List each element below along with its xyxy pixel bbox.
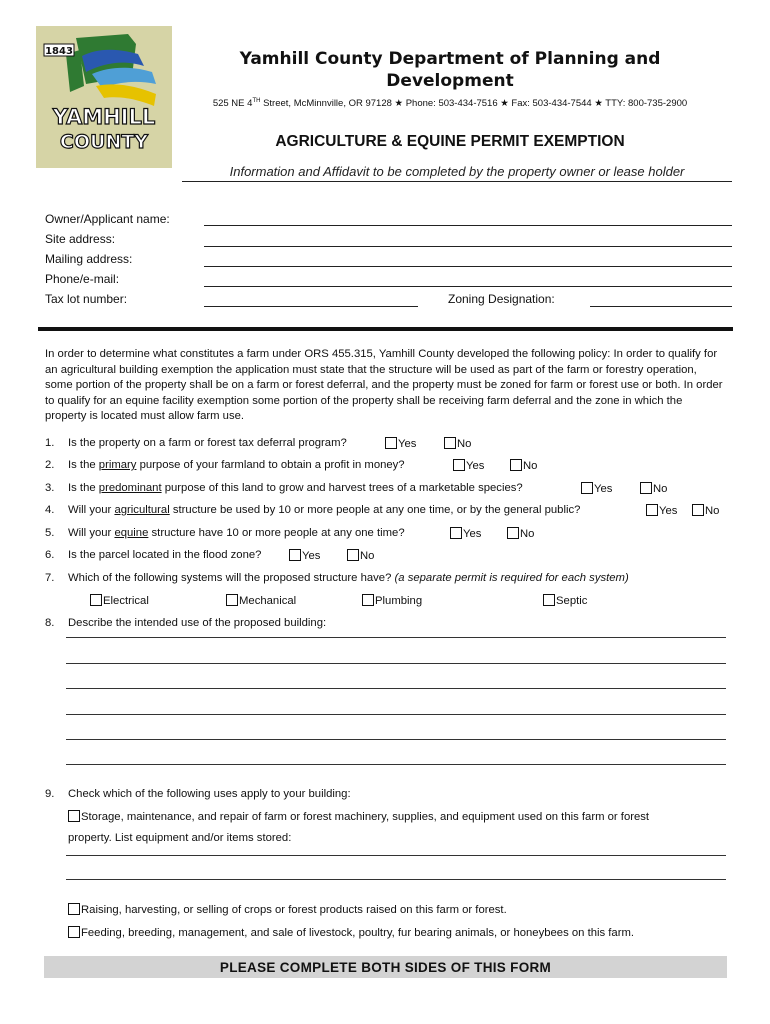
question-5-underlined: equine [114,527,149,539]
question-6-text: Is the parcel located in the flood zone? [68,549,262,561]
mailing-address-label: Mailing address: [45,252,133,266]
q3-yes-label: Yes [594,483,613,495]
phone-email-label: Phone/e-mail: [45,272,120,286]
q1-no-checkbox[interactable] [444,437,456,449]
question-7-text: Which of the following systems will the proposed structure have? [68,572,392,584]
q5-yes-option[interactable] [450,527,481,540]
intended-use-line-5[interactable] [66,739,726,740]
question-7-number: 7. [45,572,55,584]
question-1-text: Is the property on a farm or forest tax deferral program? [68,437,347,449]
question-6 [45,549,261,561]
plumbing-checkbox[interactable] [362,594,374,606]
question-2-text-post: purpose of your farmland to obtain a profit in money? [136,459,405,471]
raising-label: Raising, harvesting, or selling of crops or forest products raised on this farm or forest. [81,904,507,916]
q1-no-option[interactable] [444,437,471,450]
site-address-field[interactable] [204,246,732,247]
question-3-number: 3. [45,482,55,494]
question-9-number: 9. [45,788,55,800]
q3-no-checkbox[interactable] [640,482,652,494]
department-title [190,48,710,92]
question-2 [45,459,405,471]
system-mechanical-option[interactable] [226,594,296,607]
form-subtitle: Information and Affidavit to be completed by the property owner or lease holder [182,164,732,182]
intended-use-line-3[interactable] [66,688,726,689]
county-seal-graphic [36,26,172,168]
feeding-checkbox[interactable] [68,926,80,938]
q2-no-checkbox[interactable] [510,459,522,471]
use-raising-option[interactable] [68,903,507,916]
tax-lot-field[interactable] [204,306,418,307]
address-sup: TH [252,98,261,104]
q3-no-label: No [653,483,668,495]
question-1-number: 1. [45,437,55,449]
question-4 [45,504,580,516]
intended-use-line-2[interactable] [66,663,726,664]
phone-email-field[interactable] [204,286,732,287]
q6-yes-option[interactable] [289,549,320,562]
q2-yes-label: Yes [466,460,485,472]
question-2-underlined: primary [98,459,137,471]
raising-checkbox[interactable] [68,903,80,915]
q6-yes-label: Yes [302,550,321,562]
septic-label: Septic [556,595,588,607]
mechanical-checkbox[interactable] [226,594,238,606]
footer-banner: PLEASE COMPLETE BOTH SIDES OF THIS FORM [44,956,727,978]
q4-yes-label: Yes [659,505,678,517]
form-title: AGRICULTURE & EQUINE PERMIT EXEMPTION [275,133,625,150]
question-8 [45,617,326,629]
logo-year: 1843 [45,46,73,57]
equipment-line-1[interactable] [66,855,726,856]
system-electrical-option[interactable] [90,594,149,607]
logo-text-yamhill: YAMHILL [52,105,156,129]
q4-no-label: No [705,505,720,517]
q1-yes-checkbox[interactable] [385,437,397,449]
storage-label-line2: property. List equipment and/or items stored: [68,832,292,844]
owner-field[interactable] [204,225,732,226]
question-3-text-pre: Is the [68,482,99,494]
logo-text-county: COUNTY [59,131,149,153]
q6-no-option[interactable] [347,549,374,562]
q2-yes-checkbox[interactable] [453,459,465,471]
address-post: Street, McMinnville, OR 97128 ★ Phone: 503-434-7516 ★ Fax: 503-434-7544 ★ TTY: 800-735-2900 [260,98,688,110]
q4-yes-option[interactable] [646,504,677,517]
system-septic-option[interactable] [543,594,587,607]
question-3-text-post: purpose of this land to grow and harvest trees of a marketable species? [161,482,523,494]
question-9-text: Check which of the following uses apply to your building: [68,788,351,800]
mailing-address-field[interactable] [204,266,732,267]
policy-paragraph: In order to determine what constitutes a farm under ORS 455.315, Yamhill County developed the following policy: In order to qualify for an agricultural building exemption the application must state that the structure will be used as part of the farm or forestry operation, some portion of the property shall be on a farm or forest deferral, and the property must be zoned for farm or forest use or both. In order to qualify for an equine facility exemption some portion of the property shall be receiving farm deferral and the zone in which the property is located must allow farm use. [45,348,723,423]
question-3-underlined: predominant [98,482,162,494]
zoning-label: Zoning Designation: [448,292,555,306]
storage-checkbox[interactable] [68,810,80,822]
address-pre: 525 NE 4 [212,98,253,110]
question-4-text-post: structure be used by 10 or more people at any one time, or by the general public? [169,504,581,516]
intended-use-line-6[interactable] [66,764,726,765]
q5-no-option[interactable] [507,527,534,540]
site-address-label: Site address: [45,232,116,246]
q3-yes-checkbox[interactable] [581,482,593,494]
question-7-note: (a separate permit is required for each system) [394,572,629,584]
department-title-line1: Yamhill County Department of Planning and [239,49,661,69]
q4-yes-checkbox[interactable] [646,504,658,516]
section-divider [38,327,733,331]
q3-yes-option[interactable] [581,482,612,495]
question-4-text-pre: Will your [68,504,115,516]
question-5-number: 5. [45,527,55,539]
question-7 [45,572,629,584]
q6-yes-checkbox[interactable] [289,549,301,561]
system-plumbing-option[interactable] [362,594,422,607]
q3-no-option[interactable] [640,482,667,495]
owner-label: Owner/Applicant name: [45,212,170,226]
septic-checkbox[interactable] [543,594,555,606]
question-4-underlined: agricultural [114,504,170,516]
department-title-line2: Development [386,71,514,91]
question-5 [45,527,405,539]
q1-yes-option[interactable] [385,437,416,450]
question-6-number: 6. [45,549,55,561]
plumbing-label: Plumbing [375,595,423,607]
question-2-text-pre: Is the [68,459,99,471]
equipment-line-2[interactable] [66,879,726,880]
question-5-text-pre: Will your [68,527,115,539]
zoning-field[interactable] [590,306,732,307]
q1-no-label: No [457,438,472,450]
question-8-text: Describe the intended use of the proposed building: [68,617,327,629]
q5-no-label: No [520,528,535,540]
use-feeding-option[interactable] [68,926,634,939]
mechanical-label: Mechanical [239,595,297,607]
q4-no-option[interactable] [692,504,719,517]
question-3 [45,482,523,494]
question-2-number: 2. [45,459,55,471]
intended-use-line-4[interactable] [66,714,726,715]
use-storage-option[interactable] [68,810,649,823]
q6-no-label: No [360,550,375,562]
feeding-label: Feeding, breeding, management, and sale of livestock, poultry, fur bearing animals, or honeybees on this farm. [81,927,635,939]
question-8-number: 8. [45,617,55,629]
q5-no-checkbox[interactable] [507,527,519,539]
department-address [190,98,710,109]
question-4-number: 4. [45,504,55,516]
q4-no-checkbox[interactable] [692,504,704,516]
county-logo [36,26,172,168]
intended-use-line-1[interactable] [66,637,726,638]
q5-yes-checkbox[interactable] [450,527,462,539]
q2-yes-option[interactable] [453,459,484,472]
q6-no-checkbox[interactable] [347,549,359,561]
q2-no-option[interactable] [510,459,537,472]
electrical-label: Electrical [103,595,149,607]
electrical-checkbox[interactable] [90,594,102,606]
q1-yes-label: Yes [398,438,417,450]
q5-yes-label: Yes [463,528,482,540]
tax-lot-label: Tax lot number: [45,292,128,306]
storage-label-line1: Storage, maintenance, and repair of farm or forest machinery, supplies, and equipment used on this farm or forest [81,811,650,823]
q2-no-label: No [523,460,538,472]
question-5-text-post: structure have 10 or more people at any one time? [148,527,405,539]
question-1 [45,437,347,449]
question-9 [45,788,351,800]
